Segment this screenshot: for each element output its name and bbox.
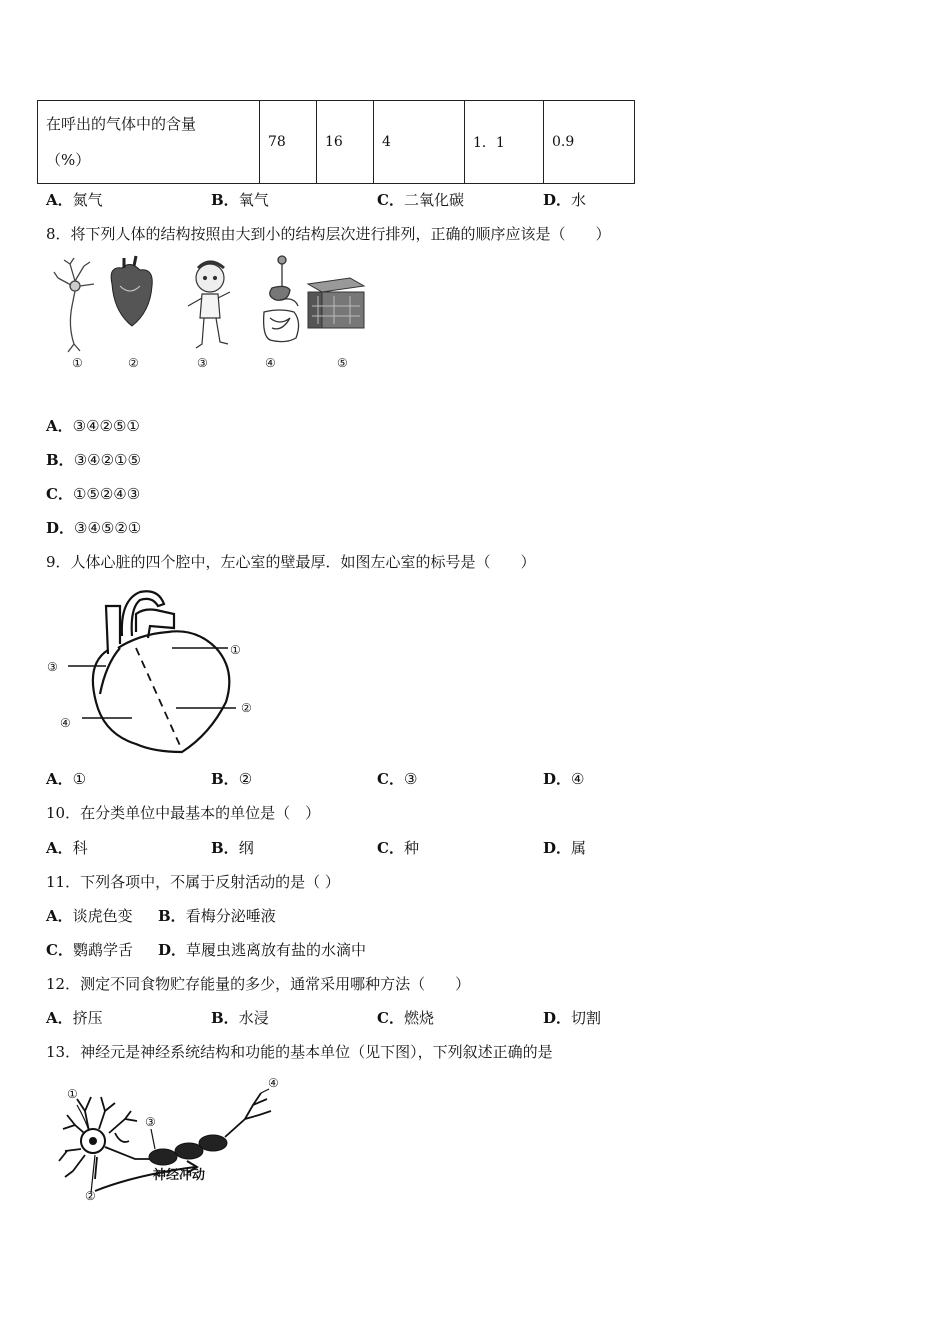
option-letter: B． <box>211 770 239 788</box>
q10-option-b[interactable] <box>211 837 254 858</box>
option-letter: A． <box>46 1009 73 1027</box>
option-text: 鹦鹉学舌 <box>72 941 133 959</box>
q13-fig-label-1: ① <box>67 1087 78 1101</box>
option-letter: A． <box>46 839 73 857</box>
q8-figure <box>50 256 380 356</box>
q8-option-d[interactable] <box>46 517 141 538</box>
option-text: 切割 <box>571 1009 602 1027</box>
option-text: ③④⑤②① <box>74 519 142 537</box>
q11-option-a[interactable] <box>46 905 133 926</box>
q7-option-b[interactable] <box>211 189 269 210</box>
neuron-cell-icon <box>54 258 94 352</box>
q8-fig-label-1: ① <box>72 356 83 370</box>
option-text: ③④②⑤① <box>72 417 140 435</box>
q9-option-c[interactable] <box>377 768 417 789</box>
option-letter: A． <box>46 770 73 788</box>
q8-option-b[interactable] <box>46 449 141 470</box>
option-letter: D． <box>46 519 75 537</box>
option-letter: B． <box>46 451 74 469</box>
option-text: 科 <box>72 839 88 857</box>
gas-content-table <box>37 100 635 184</box>
option-letter: C． <box>377 191 404 209</box>
q8-fig-label-4: ④ <box>265 356 276 370</box>
option-text: 挤压 <box>72 1009 103 1027</box>
q9-option-d[interactable] <box>543 768 584 789</box>
tissue-block-icon <box>308 278 364 328</box>
option-text: 草履虫逃离放有盐的水滴中 <box>186 941 367 959</box>
heart-organ-icon <box>111 256 152 326</box>
option-letter: A． <box>46 907 73 925</box>
q12-option-a[interactable] <box>46 1007 103 1028</box>
q8-fig-label-5: ⑤ <box>337 356 348 370</box>
q11-option-d[interactable] <box>158 939 366 960</box>
option-letter: D． <box>543 191 572 209</box>
option-letter: D． <box>543 839 572 857</box>
table-cell: 1．1 <box>465 101 544 184</box>
option-letter: C． <box>377 770 404 788</box>
q8-option-c[interactable] <box>46 483 140 504</box>
option-letter: C． <box>377 839 404 857</box>
q9-fig-label-2: ② <box>241 701 252 715</box>
q13-fig-label-4: ④ <box>268 1076 279 1090</box>
option-letter: C． <box>46 941 73 959</box>
digestive-system-icon <box>264 256 299 342</box>
q9-option-a[interactable] <box>46 768 86 789</box>
row-label-line2: （%） <box>46 151 91 169</box>
option-text: 燃烧 <box>403 1009 434 1027</box>
q9-fig-label-3: ③ <box>47 660 58 674</box>
q7-option-c[interactable] <box>377 189 464 210</box>
q9-stem: 9．人体心脏的四个腔中，左心室的壁最厚．如图左心室的标号是（ ） <box>46 553 536 571</box>
option-text: 水 <box>571 191 587 209</box>
q11-stem: 11．下列各项中，不属于反射活动的是（ ） <box>46 873 340 891</box>
option-text: 谈虎色变 <box>72 907 133 925</box>
q12-stem: 12．测定不同食物贮存能量的多少，通常采用哪种方法（ ） <box>46 975 471 993</box>
option-text: ④ <box>571 770 585 788</box>
option-text: ③④②①⑤ <box>73 451 141 469</box>
q8-fig-label-3: ③ <box>197 356 208 370</box>
option-letter: D． <box>543 770 572 788</box>
option-letter: B． <box>211 1009 239 1027</box>
option-letter: B． <box>211 839 239 857</box>
option-text: 看梅分泌唾液 <box>185 907 276 925</box>
table-row-label <box>38 101 260 184</box>
option-text: 氧气 <box>238 191 269 209</box>
option-text: ①⑤②④③ <box>72 485 141 503</box>
q10-option-a[interactable] <box>46 837 88 858</box>
option-letter: B． <box>158 907 186 925</box>
option-letter: A． <box>46 191 73 209</box>
option-letter: C． <box>46 485 73 503</box>
q9-fig-label-1: ① <box>230 643 241 657</box>
table-row <box>38 101 635 184</box>
q8-stem: 8．将下列人体的结构按照由大到小的结构层次进行排列，正确的顺序应该是（ ） <box>46 225 611 243</box>
option-text: 纲 <box>238 839 254 857</box>
q9-fig-label-4: ④ <box>60 716 71 730</box>
option-text: 种 <box>403 839 419 857</box>
q12-option-d[interactable] <box>543 1007 601 1028</box>
option-letter: C． <box>377 1009 404 1027</box>
table-cell: 16 <box>317 101 374 184</box>
option-text: ② <box>238 770 253 788</box>
q12-option-b[interactable] <box>211 1007 269 1028</box>
option-text: 水浸 <box>238 1009 269 1027</box>
q9-heart-diagram <box>40 584 270 759</box>
option-letter: D． <box>158 941 187 959</box>
q9-option-b[interactable] <box>211 768 252 789</box>
q10-stem: 10．在分类单位中最基本的单位是（ ） <box>46 804 321 822</box>
q11-option-b[interactable] <box>158 905 276 926</box>
human-girl-icon <box>188 262 230 348</box>
option-letter: B． <box>211 191 239 209</box>
table-cell: 4 <box>374 101 465 184</box>
row-label-line1: 在呼出的气体中的含量 <box>46 115 197 133</box>
q8-option-a[interactable] <box>46 415 140 436</box>
table-cell: 0.9 <box>544 101 635 184</box>
q7-option-d[interactable] <box>543 189 586 210</box>
q12-option-c[interactable] <box>377 1007 434 1028</box>
table-cell: 78 <box>260 101 317 184</box>
q13-fig-label-2: ② <box>85 1189 96 1203</box>
option-letter: D． <box>543 1009 572 1027</box>
q13-fig-label-3: ③ <box>145 1115 156 1129</box>
q7-option-a[interactable] <box>46 189 103 210</box>
option-text: ① <box>72 770 87 788</box>
q10-option-c[interactable] <box>377 837 419 858</box>
q8-fig-label-2: ② <box>128 356 139 370</box>
option-letter: A． <box>46 417 73 435</box>
q13-stem: 13．神经元是神经系统结构和功能的基本单位（见下图），下列叙述正确的是 <box>46 1043 553 1061</box>
option-text: 二氧化碳 <box>403 191 464 209</box>
q11-option-c[interactable] <box>46 939 133 960</box>
option-text: 氮气 <box>72 191 103 209</box>
q13-impulse-label: 神经冲动 <box>153 1168 206 1183</box>
q10-option-d[interactable] <box>543 837 586 858</box>
option-text: 属 <box>571 839 587 857</box>
option-text: ③ <box>403 770 418 788</box>
